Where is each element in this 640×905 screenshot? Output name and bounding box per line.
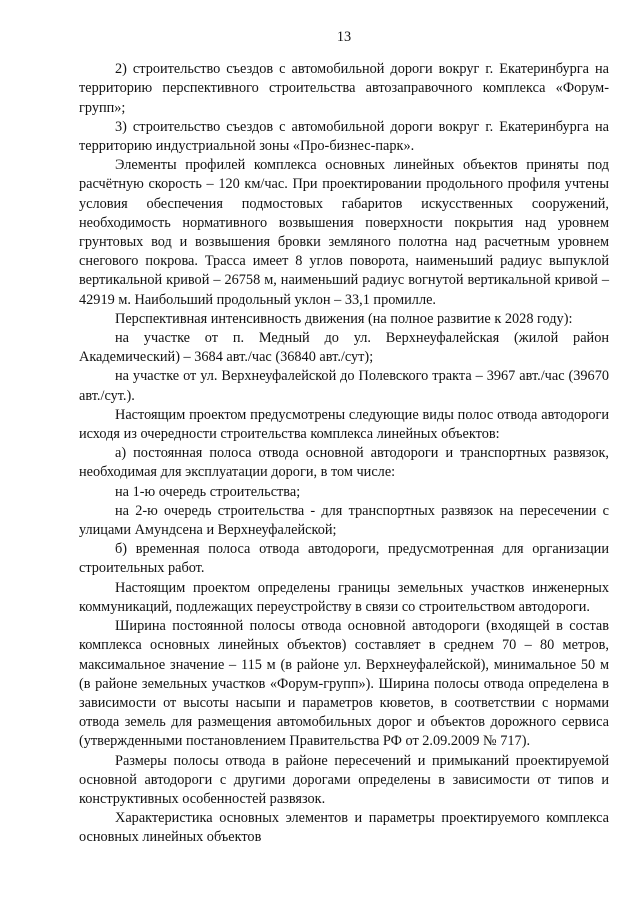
paragraph-section-medny: на участке от п. Медный до ул. Верхнеуфалейская (жилой район Академический) – 3684 авт./час (36840 авт./сут); bbox=[79, 330, 609, 366]
document-page bbox=[79, 28, 609, 848]
page-number: 13 bbox=[336, 29, 352, 45]
paragraph-item-3: 3) строительство съездов с автомобильной дороги вокруг г. Екатеринбурга на территорию индустриальной зоны «Про-бизнес-парк». bbox=[79, 118, 609, 155]
paragraph-intersection-sizes: Размеры полосы отвода в районе пересечений и примыканий проектируемой основной автодороги с другими дорогами определены в зависимости от типов и конструктивных особенностей развязок. bbox=[79, 752, 609, 807]
paragraph-strip-width: Ширина постоянной полосы отвода основной автодороги (входящей в состав комплекса основных линейных объектов) составляет в среднем 70 – 80 метров, максимальное значение – 115 м (в районе ул. Верхнеуфалейской), минимальное 50 м (в районе земельных участков «Форум-групп»). Ширина полосы отвода определена в зависимости от высоты насыпи и параметров кюветов, в соответствии с нормами отвода земель для размещения автомобильных дорог и объектов дорожного сервиса (утвержденными постановлением Правительства РФ от 2.09.2009 № 717). bbox=[79, 618, 609, 750]
paragraph-right-of-way-types: Настоящим проектом предусмотрены следующие виды полос отвода автодороги исходя из очередности строительства комплекса линейных объектов: bbox=[79, 406, 609, 443]
paragraph-stage-1: на 1-ю очередь строительства; bbox=[115, 483, 301, 500]
paragraph-item-2: 2) строительство съездов с автомобильной дороги вокруг г. Екатеринбурга на территорию перспективного строительства автозаправочного комплекса «Форум-групп»; bbox=[79, 61, 609, 116]
paragraph-section-polevskoy: на участке от ул. Верхнеуфалейской до Полевского тракта – 3967 авт./час (39670 авт./сут.). bbox=[79, 368, 609, 404]
paragraph-traffic-intensity: Перспективная интенсивность движения (на полное развитие к 2028 году): bbox=[115, 310, 573, 327]
paragraph-temporary-strip: б) временная полоса отвода автодороги, предусмотренная для организации строительных работ. bbox=[79, 541, 609, 577]
paragraph-permanent-strip: а) постоянная полоса отвода основной автодороги и транспортных развязок, необходимая для эксплуатации дороги, в том числе: bbox=[79, 445, 609, 481]
paragraph-land-plots: Настоящим проектом определены границы земельных участков инженерных коммуникаций, подлежащих переустройству в связи со строительством автодороги. bbox=[79, 579, 609, 615]
paragraph-profile-elements: Элементы профилей комплекса основных линейных объектов приняты под расчётную скорость – 120 км/час. При проектировании продольного профиля учтены условия обеспечения подмостовых габаритов искусственных сооружений, необходимость нормативного возвышения поверхности покрытия над уровнем грунтовых вод и возвышения бровки земляного полотна над расчетным уровнем снегового покрова. Трасса имеет 8 углов поворота, наименьший радиус выпуклой вертикальной кривой – 26758 м, наименьший радиус вогнутой вертикальной кривой – 42919 м. Наибольший продольный уклон – 33,1 промилле. bbox=[79, 157, 609, 308]
paragraph-characteristics-heading: Характеристика основных элементов и параметры проектируемого комплекса основных линейных объектов bbox=[79, 810, 609, 846]
paragraph-stage-2: на 2-ю очередь строительства - для транспортных развязок на пересечении с улицами Амундсена и Верхнеуфалейской; bbox=[79, 502, 609, 539]
